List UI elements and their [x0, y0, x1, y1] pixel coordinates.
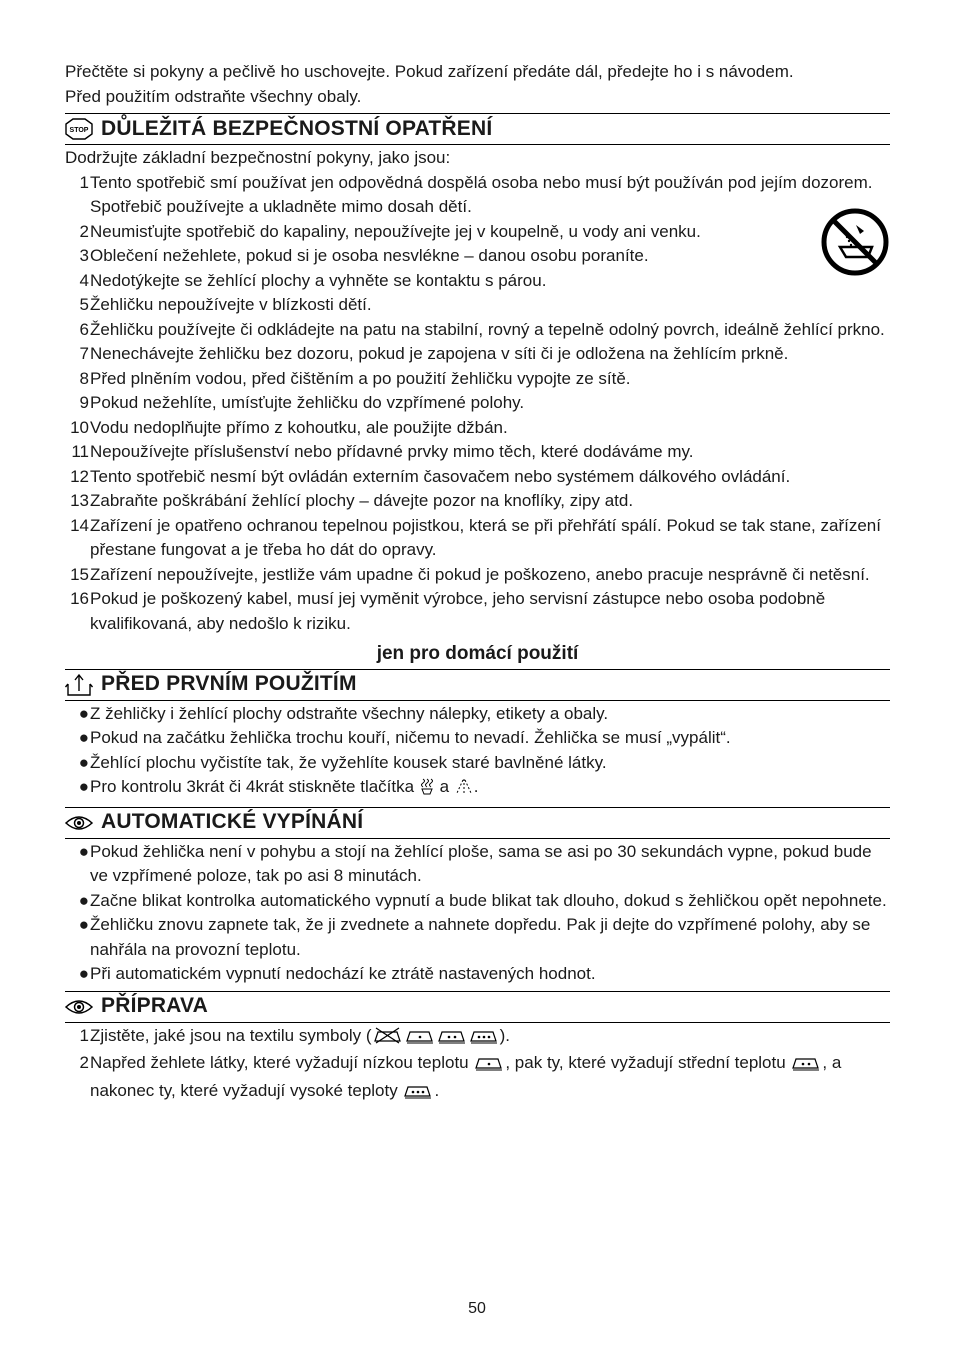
list-item: ● Žehlící plochu vyčistíte tak, že vyžehlíte kousek staré bavlněné látky. [78, 752, 607, 772]
document-page [65, 60, 890, 1106]
list-item: 11 Nepoužívejte příslušenství nebo přídavné prvky mimo těch, které dodáváme my. [71, 442, 694, 461]
first-use-heading [65, 669, 890, 701]
list-item: 6 Žehličku používejte či odkládejte na patu na stabilní, rovný a tepelně odolný povrch, ideálně žehlící prkno. [79, 319, 885, 339]
list-item: 13 Zabraňte poškrábání žehlící plochy – dávejte pozor na knoflíky, zipy atd. [70, 491, 634, 510]
steam-button-icon [420, 777, 434, 803]
list-item: 2 Neumisťujte spotřebič do kapaliny, nepoužívejte jej v koupelně, u vody ani venku. [79, 221, 701, 241]
domestic-use-note: jen pro domácí použití [376, 643, 579, 664]
list-item: 3 Oblečení nežehlete, pokud si je osoba nesvlékne – danou osobu poraníte. [79, 246, 649, 265]
list-item: ● Pokud na začátku žehlička trochu kouří, ničemu to nevadí. Žehlička se musí „vypálit“. [78, 728, 731, 747]
stop-icon [65, 117, 93, 141]
safety-lead: Dodržujte základní bezpečnostní pokyny, jako jsou: [65, 148, 451, 167]
stop-icon-text: STOP [69, 127, 89, 134]
list-item: ● Z žehličky i žehlící plochy odstraňte všechny nálepky, etikety a obaly. [78, 703, 609, 723]
intro-line-1: Přečtěte si pokyny a pečlivě ho uschovejte. Pokud zařízení předáte dál, předejte ho i s návodem. [65, 62, 794, 81]
unpack-box-icon [65, 673, 93, 697]
list-item: 9 Pokud nežehlíte, umísťujte žehličku do vzpřímené polohy. [79, 393, 525, 412]
iron-low-icon [474, 1053, 504, 1079]
list-item: 12 Tento spotřebič nesmí být ovládán externím časovačem nebo systémem dálkového ovládání. [70, 466, 791, 486]
list-item: 7 Nenechávejte žehličku bez dozoru, pokud je zapojena v síti či je odložena na žehlícím prkně. [79, 344, 789, 363]
list-item: 2 Napřed žehlete látky, které vyžadují nízkou teplotu , pak ty, které vyžadují střední teplotu , a nakonec ty, které vyžadují vysoké teploty . [65, 1051, 890, 1106]
intro [65, 60, 890, 109]
first-use-title: PŘED PRVNÍM POUŽITÍM [101, 672, 357, 696]
list-item: ● Žehličku znovu zapnete tak, že ji zvednete a nahnete dopředu. Pak ji dejte do vzpřímené polohy, aby se nahřála na provozní teplotu. [78, 915, 871, 959]
list-item: 16 Pokud je poškozený kabel, musí jej vyměnit výrobce, jeho servisní zástupce nebo osoba podobně kvalifikovaná, aby nedošlo k riziku. [70, 589, 826, 633]
eye-icon [65, 995, 93, 1019]
spray-button-icon [455, 777, 473, 803]
iron-low-icon [405, 1026, 435, 1052]
list-item: ● Začne blikat kontrolka automatického vypnutí a bude blikat tak dlouho, dokud s žehličkou opět nepohnete. [78, 890, 887, 910]
list-item: 15 Zařízení nepoužívejte, jestliže vám upadne či pokud je poškozeno, anebo pracuje nesprávně či netěsní. [70, 564, 870, 584]
safety-title: DŮLEŽITÁ BEZPEČNOSTNÍ OPATŘENÍ [101, 116, 493, 140]
eye-icon [65, 811, 93, 835]
iron-medium-icon [437, 1026, 467, 1052]
first-use-list [65, 702, 890, 803]
list-item: 14 Zařízení je opatřeno ochranou tepelnou pojistkou, která se při přehřátí spálí. Pokud se tak stane, zařízení přestane fungovat a je třeba ho dát do opravy. [70, 515, 881, 559]
preparation-title: PŘÍPRAVA [101, 994, 208, 1018]
iron-high-icon [403, 1081, 433, 1107]
list-item: 1 Zjistěte, jaké jsou na textilu symboly ( ). [65, 1024, 890, 1052]
auto-off-heading [65, 807, 890, 839]
safety-heading [65, 113, 890, 145]
list-item: 1 Tento spotřebič smí používat jen odpovědná dospělá osoba nebo musí být používán pod jejím dozorem. Spotřebič používejte a ukladněte mimo dosah dětí. [79, 172, 873, 216]
auto-off-list [65, 840, 890, 987]
list-item: ● Pokud žehlička není v pohybu a stojí na žehlící ploše, sama se asi po 30 sekundách vypne, pokud bude ve vzpřímené poloze, tak po asi 8 minutách. [78, 841, 872, 885]
list-item: 5 Žehličku nepoužívejte v blízkosti dětí. [79, 295, 372, 314]
preparation-list [65, 1024, 890, 1107]
auto-off-title: AUTOMATICKÉ VYPÍNÁNÍ [101, 810, 364, 834]
iron-high-icon [469, 1026, 499, 1052]
preparation-heading [65, 991, 890, 1023]
no-iron-icon [373, 1026, 403, 1052]
list-item: ● Pro kontrolu 3krát či 4krát stiskněte tlačítka a . [65, 775, 890, 803]
list-item: 8 Před plněním vodou, před čištěním a po použití žehličku vypojte ze sítě. [79, 368, 631, 388]
safety-list [65, 171, 890, 637]
intro-line-2: Před použitím odstraňte všechny obaly. [65, 86, 362, 106]
list-item: 4 Nedotýkejte se žehlící plochy a vyhněte se kontaktu s párou. [79, 270, 547, 290]
list-item: 10 Vodu nedoplňujte přímo z kohoutku, ale použijte džbán. [70, 417, 508, 437]
list-item: ● Při automatickém vypnutí nedochází ke ztrátě nastavených hodnot. [78, 964, 596, 983]
iron-medium-icon [791, 1053, 821, 1079]
page-number: 50 [468, 1300, 486, 1317]
